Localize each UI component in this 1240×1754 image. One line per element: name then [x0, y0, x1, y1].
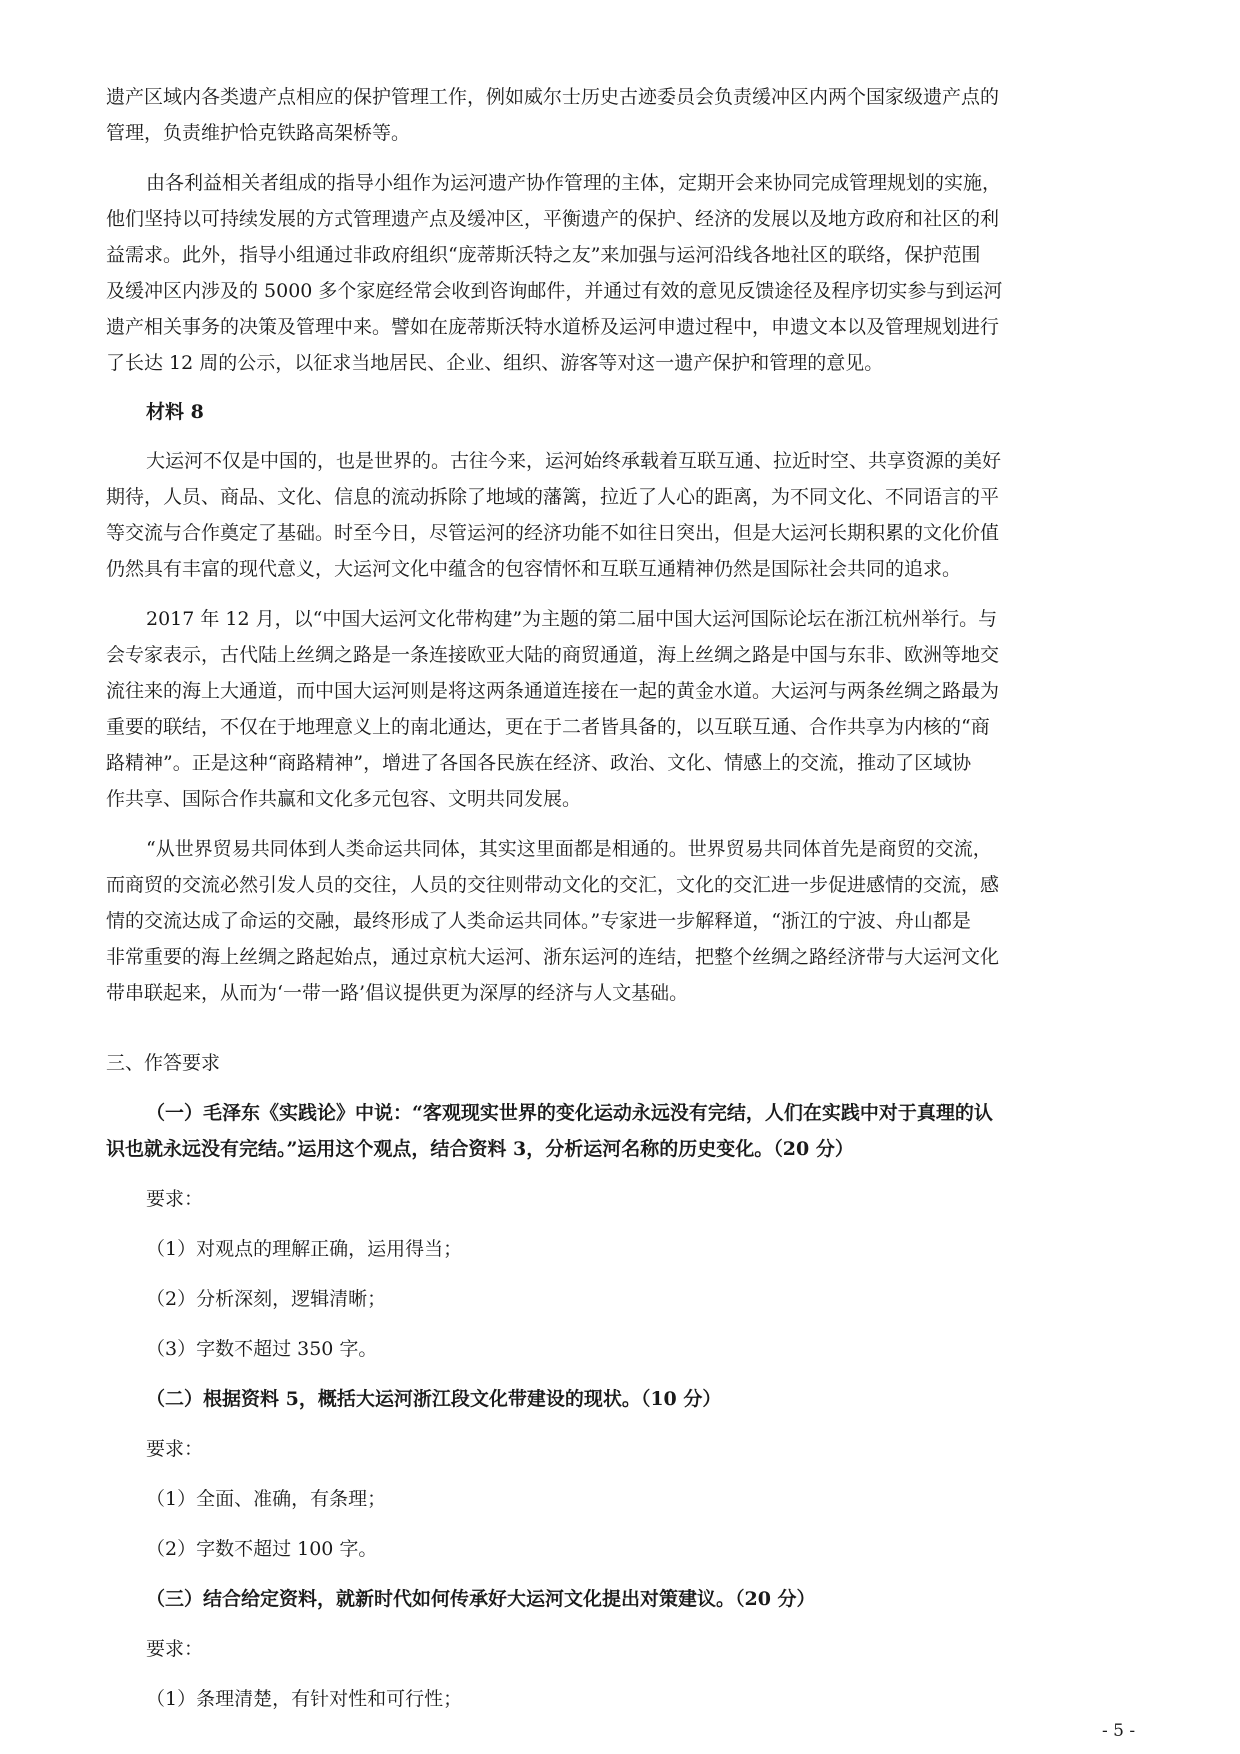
paragraph-line: 他们坚持以可持续发展的方式管理遗产点及缓冲区，平衡遗产的保护、经济的发展以及地方政府和社区的利	[106, 208, 1000, 230]
requirement-item: （1）全面、准确，有条理；	[146, 1488, 387, 1510]
paragraph-line: 大运河不仅是中国的，也是世界的。古往今来，运河始终承载着互联互通、拉近时空、共享资源的美好	[146, 450, 1002, 472]
paragraph-line: 期待，人员、商品、文化、信息的流动拆除了地域的藩篱，拉近了人心的距离，为不同文化、不同语言的平	[106, 486, 1000, 508]
paragraph-line: 2017 年 12 月，以“中国大运河文化带构建”为主题的第二届中国大运河国际论坛在浙江杭州举行。与	[146, 608, 998, 630]
requirement-item: （2）分析深刻，逻辑清晰；	[146, 1288, 387, 1310]
paragraph-line: 仍然具有丰富的现代意义，大运河文化中蕴含的包容情怀和互联互通精神仍然是国际社会共同的追求。	[106, 558, 962, 580]
requirement-item: （2）字数不超过 100 字。	[146, 1538, 378, 1560]
paragraph-line: 重要的联结，不仅在于地理意义上的南北通达，更在于二者皆具备的，以互联互通、合作共享为内核的“商	[106, 716, 990, 738]
paragraph-line: 了长达 12 周的公示，以征求当地居民、企业、组织、游客等对这一遗产保护和管理的意见。	[106, 352, 884, 374]
paragraph-line: 益需求。此外，指导小组通过非政府组织“庞蒂斯沃特之友”来加强与运河沿线各地社区的联络，保护范围	[106, 244, 981, 266]
paragraph-line: 由各利益相关者组成的指导小组作为运河遗产协作管理的主体，定期开会来协同完成管理规划的实施，	[146, 172, 1002, 194]
question-line: 识也就永远没有完结。”运用这个观点，结合资料 3，分析运河名称的历史变化。（20 分）	[106, 1138, 854, 1160]
paragraph-line: 遗产区域内各类遗产点相应的保护管理工作，例如威尔士历史古迹委员会负责缓冲区内两个国家级遗产点的	[106, 86, 1000, 108]
material-heading: 材料 8	[146, 401, 204, 423]
question-line: （二）根据资料 5，概括大运河浙江段文化带建设的现状。（10 分）	[146, 1388, 722, 1410]
requirements-label: 要求：	[146, 1188, 204, 1210]
paragraph-line: 及缓冲区内涉及的 5000 多个家庭经常会收到咨询邮件，并通过有效的意见反馈途径及程序切实参与到运河	[106, 280, 1003, 302]
requirement-item: （1）对观点的理解正确，运用得当；	[146, 1238, 463, 1260]
paragraph-line: 非常重要的海上丝绸之路起始点，通过京杭大运河、浙东运河的连结，把整个丝绸之路经济带与大运河文化	[106, 946, 1000, 968]
paragraph-line: 带串联起来，从而为‘一带一路’倡议提供更为深厚的经济与人文基础。	[106, 982, 689, 1004]
paragraph-line: 流往来的海上大通道，而中国大运河则是将这两条通道连接在一起的黄金水道。大运河与两条丝绸之路最为	[106, 680, 1000, 702]
paragraph-line: 而商贸的交流必然引发人员的交往，人员的交往则带动文化的交汇，文化的交汇进一步促进感情的交流，感	[106, 874, 1000, 896]
section-heading: 三、作答要求	[106, 1052, 221, 1074]
requirements-label: 要求：	[146, 1638, 204, 1660]
paragraph-line: 遗产相关事务的决策及管理中来。譬如在庞蒂斯沃特水道桥及运河申遗过程中，申遗文本以及管理规划进行	[106, 316, 1000, 338]
requirement-item: （3）字数不超过 350 字。	[146, 1338, 378, 1360]
question-line: （三）结合给定资料，就新时代如何传承好大运河文化提出对策建议。（20 分）	[146, 1588, 816, 1610]
requirements-label: 要求：	[146, 1438, 204, 1460]
question-line: （一）毛泽东《实践论》中说：“客观现实世界的变化运动永远没有完结，人们在实践中对于真理的认	[146, 1102, 993, 1124]
paragraph-line: 路精神”。正是这种“商路精神”，增进了各国各民族在经济、政治、文化、情感上的交流，推动了区域协	[106, 752, 972, 774]
paragraph-line: 情的交流达成了命运的交融，最终形成了人类命运共同体。”专家进一步解释道，“浙江的宁波、舟山都是	[106, 910, 971, 932]
paragraph-line: 管理，负责维护恰克铁路高架桥等。	[106, 122, 411, 144]
paragraph-line: 等交流与合作奠定了基础。时至今日，尽管运河的经济功能不如往日突出，但是大运河长期积累的文化价值	[106, 522, 1000, 544]
requirement-item: （1）条理清楚，有针对性和可行性；	[146, 1688, 463, 1710]
page-number: - 5 -	[1102, 1721, 1136, 1741]
paragraph-line: 作共享、国际合作共赢和文化多元包容、文明共同发展。	[106, 788, 582, 810]
paragraph-line: 会专家表示，古代陆上丝绸之路是一条连接欧亚大陆的商贸通道，海上丝绸之路是中国与东非、欧洲等地交	[106, 644, 1000, 666]
paragraph-line: “从世界贸易共同体到人类命运共同体，其实这里面都是相通的。世界贸易共同体首先是商贸的交流，	[146, 838, 992, 860]
